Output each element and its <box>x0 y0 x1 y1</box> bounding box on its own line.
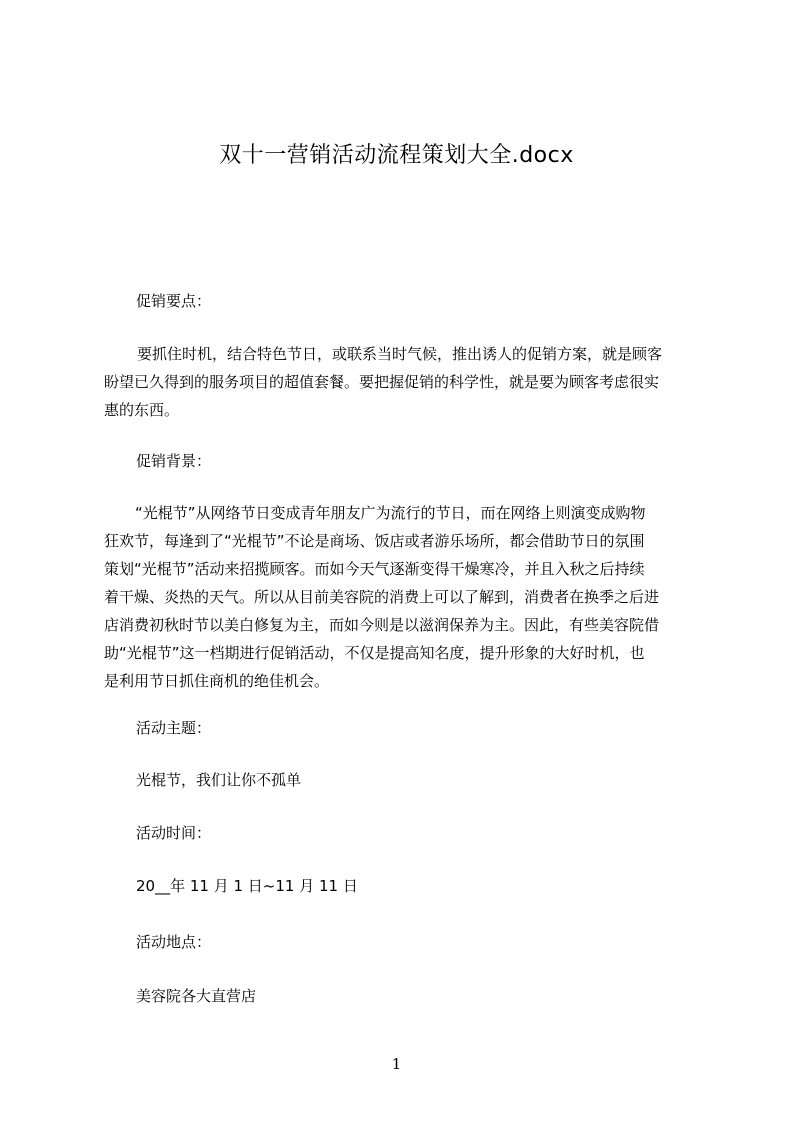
paragraph-line: 助“光棍节”这一档期进行促销活动，不仅是提高知名度，提升形象的大好时机，也 <box>104 644 645 662</box>
theme-body: 光棍节，我们让你不孤单 <box>136 771 302 789</box>
promo-points-paragraph <box>104 340 704 424</box>
location-heading: 活动地点： <box>136 933 212 951</box>
document-title: 双十一营销活动流程策划大全.docx <box>219 143 574 168</box>
paragraph-line: 惠的东西。 <box>104 401 180 419</box>
paragraph-line: 店消费初秋时节以美白修复为主，而如今则是以滋润保养为主。因此，有些美容院借 <box>104 616 660 634</box>
paragraph-line: 狂欢节，每逢到了“光棍节”不论是商场、饭店或者游乐场所，都会借助节日的氛围 <box>104 532 645 550</box>
paragraph-line: 着干燥、炎热的天气。所以从目前美容院的消费上可以了解到，消费者在换季之后进 <box>104 588 660 606</box>
paragraph-line: “光棍节”从网络节日变成青年朋友广为流行的节日，而在网络上则演变成购物 <box>120 504 646 522</box>
theme-heading: 活动主题： <box>136 719 212 737</box>
paragraph-line: 盼望已久得到的服务项目的超值套餐。要把握促销的科学性，就是要为顾客考虑很实 <box>104 373 660 391</box>
time-body: 20__年 11 月 1 日~11 月 11 日 <box>136 877 358 895</box>
promo-points-heading: 促销要点： <box>136 292 212 310</box>
promo-background-heading: 促销背景： <box>136 452 212 470</box>
time-heading: 活动时间： <box>136 824 212 842</box>
paragraph-line: 是利用节日抓住商机的绝佳机会。 <box>104 672 330 690</box>
paragraph-line: 策划“光棍节”活动来招揽顾客。而如今天气逐渐变得干燥寒冷，并且入秋之后持续 <box>104 560 645 578</box>
paragraph-line: 要抓住时机，结合特色节日，或联系当时气候，推出诱人的促销方案，就是顾客 <box>122 345 663 363</box>
page-number: 1 <box>391 1055 402 1073</box>
promo-background-paragraph <box>104 499 704 695</box>
location-body: 美容院各大直营店 <box>136 987 257 1005</box>
